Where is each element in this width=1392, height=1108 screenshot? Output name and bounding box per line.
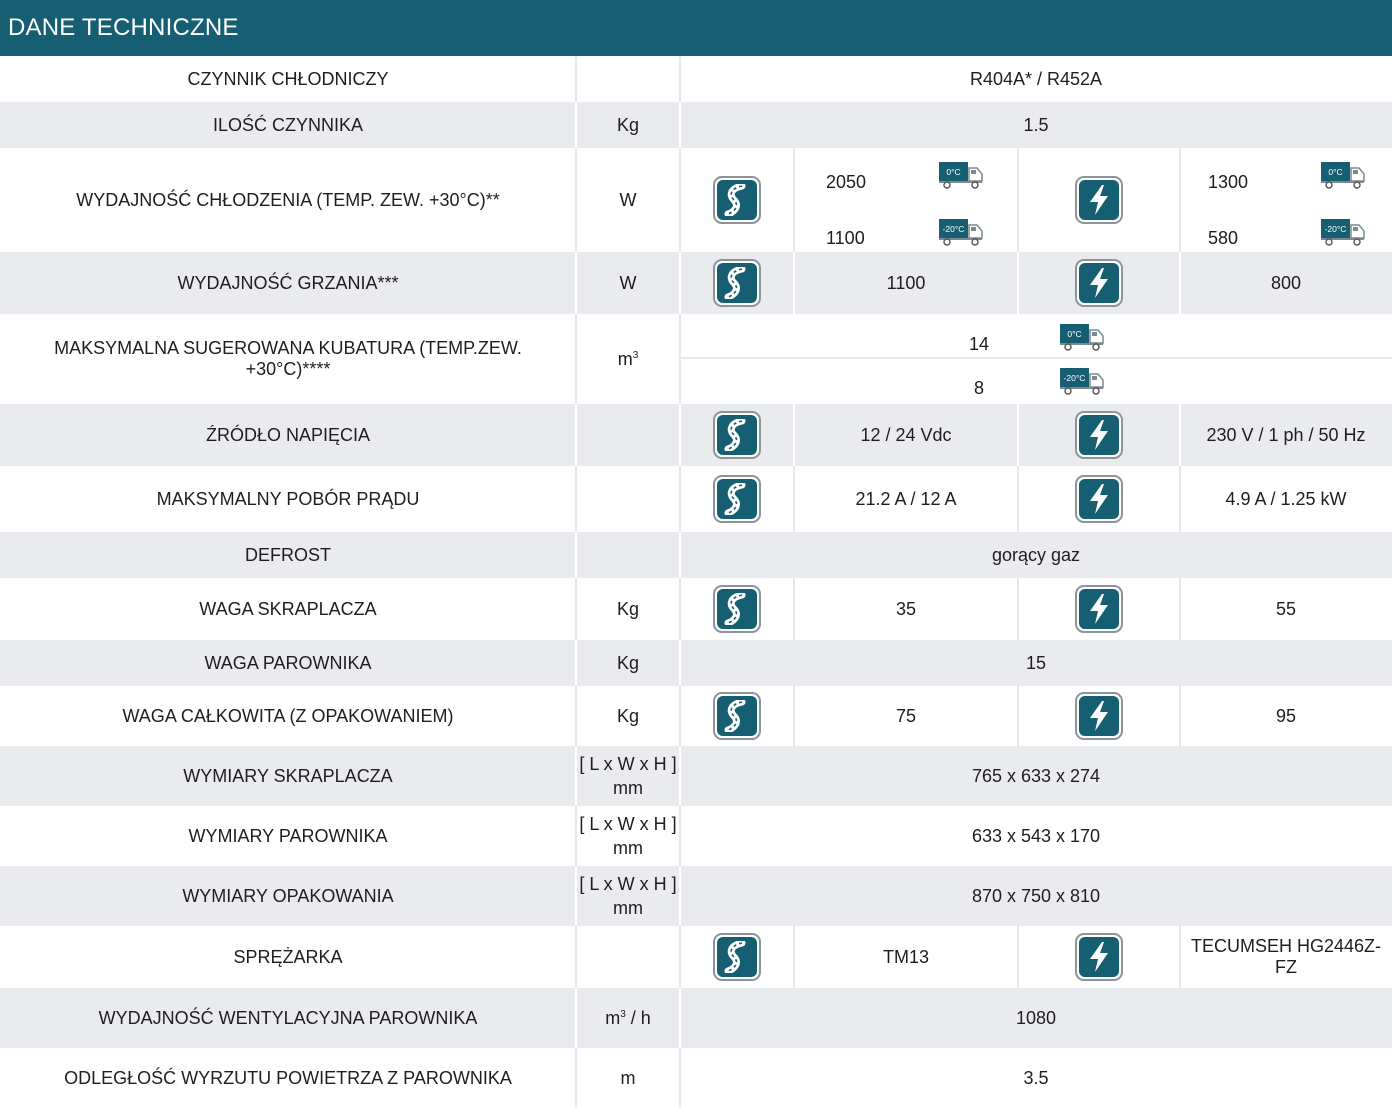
- row-label-text: WYMIARY PAROWNIKA: [188, 825, 388, 846]
- table-row: [0, 806, 1392, 866]
- table-row: [0, 532, 1392, 578]
- row-label: [0, 926, 576, 988]
- electric-value: [1180, 404, 1392, 466]
- electric-mode-icon: [1075, 585, 1123, 633]
- row-label-text: MAKSYMALNY POBÓR PRĄDU: [156, 488, 420, 509]
- row-unit: [576, 578, 680, 640]
- row-value-text: 1080: [1015, 1007, 1057, 1028]
- electric-value-text: 800: [1270, 272, 1302, 293]
- road-mode-icon: [713, 475, 761, 523]
- row-value-text: 870 x 750 x 810: [971, 885, 1101, 906]
- row-label-text: WYDAJNOŚĆ CHŁODZENIA (TEMP. ZEW. +30°C)**: [76, 189, 500, 210]
- electric-mode-icon: [1075, 176, 1123, 224]
- truck-icon: [1059, 323, 1105, 356]
- row-value-text: 1.5: [1023, 114, 1049, 135]
- row-unit: [576, 404, 680, 466]
- road-mode-icon: [713, 585, 761, 633]
- row-value: [680, 532, 1392, 578]
- unit-superscript: 3: [620, 1009, 626, 1020]
- electric-icon-cell: [1018, 252, 1180, 314]
- row-value: [680, 640, 1392, 686]
- row-label-text: WAGA SKRAPLACZA: [199, 598, 377, 619]
- row-unit: [576, 806, 680, 866]
- electric-value: [1180, 926, 1392, 988]
- unit-mm: mm: [613, 898, 643, 918]
- row-label: [0, 806, 576, 866]
- row-label-text: WYMIARY SKRAPLACZA: [183, 765, 393, 786]
- electric-value-text: 4.9 A / 1.25 kW: [1225, 488, 1347, 509]
- row-label-text: ODLEGŁOŚĆ WYRZUTU POWIETRZA Z PAROWNIKA: [64, 1067, 512, 1088]
- road-icon-cell: [680, 148, 794, 252]
- road-value: [794, 926, 1018, 988]
- row-value-text: 765 x 633 x 274: [971, 765, 1101, 786]
- electric-value-text: 230 V / 1 ph / 50 Hz: [1206, 424, 1366, 445]
- road-mode-icon: [713, 692, 761, 740]
- truck-temp-label: 0°C: [1067, 329, 1082, 339]
- row-label: [0, 102, 576, 148]
- electric-icon-cell: [1018, 404, 1180, 466]
- row-unit: [576, 466, 680, 532]
- row-unit: [576, 314, 680, 404]
- electric-value-text: TECUMSEH HG2446Z-FZ: [1190, 936, 1382, 977]
- volume-0c: 14: [969, 334, 990, 354]
- row-label: [0, 866, 576, 926]
- electric-icon-cell: [1018, 686, 1180, 746]
- row-value: [680, 102, 1392, 148]
- electric-value: [1180, 578, 1392, 640]
- unit-dimension-format: [ L x W x H ]: [579, 814, 677, 834]
- row-label-text: WAGA PAROWNIKA: [204, 652, 372, 673]
- road-icon-cell: [680, 578, 794, 640]
- unit-text: m: [617, 349, 633, 369]
- electric-value: [1180, 686, 1392, 746]
- road-icon-cell: [680, 252, 794, 314]
- row-value: [680, 746, 1392, 806]
- electric-icon-cell: [1018, 578, 1180, 640]
- electric-value: [1180, 466, 1392, 532]
- truck-icon: [1320, 218, 1366, 251]
- section-title: DANE TECHNICZNE: [8, 14, 239, 41]
- row-value: [680, 1048, 1392, 1108]
- row-value-text: gorący gaz: [991, 544, 1081, 565]
- unit-text: W: [619, 273, 637, 293]
- truck-temp-label: -20°C: [942, 224, 965, 234]
- unit-text: m: [605, 1008, 621, 1028]
- row-label-text: ILOŚĆ CZYNNIKA: [212, 114, 364, 135]
- row-value-text: 3.5: [1023, 1067, 1049, 1088]
- row-unit: [576, 102, 680, 148]
- row-label: [0, 988, 576, 1048]
- table-row: [0, 640, 1392, 686]
- row-label: [0, 252, 576, 314]
- row-label: [0, 578, 576, 640]
- road-cooling-0c: 2050: [826, 172, 867, 192]
- electric-mode-icon: [1075, 475, 1123, 523]
- table-row: [0, 746, 1392, 806]
- electric-mode-icon: [1075, 933, 1123, 981]
- road-value-text: 35: [895, 598, 917, 619]
- road-value: [794, 686, 1018, 746]
- table-row: [0, 404, 1392, 466]
- row-label-text: DEFROST: [244, 544, 331, 565]
- row-label: [0, 746, 576, 806]
- row-label: [0, 466, 576, 532]
- truck-icon: [1320, 161, 1366, 194]
- row-unit: [576, 1048, 680, 1108]
- road-mode-icon: [713, 176, 761, 224]
- row-unit: [576, 988, 680, 1048]
- truck-icon: [938, 161, 984, 194]
- table-row: [0, 56, 1392, 102]
- electric-value-text: 95: [1275, 705, 1297, 726]
- row-label: [0, 686, 576, 746]
- row-value-text: 15: [1025, 652, 1047, 673]
- table-row: [0, 314, 1392, 404]
- truck-icon: [938, 218, 984, 251]
- volume-minus20c: 8: [974, 378, 985, 398]
- table-row: [0, 1048, 1392, 1108]
- table-row: [0, 252, 1392, 314]
- row-label-text: WYDAJNOŚĆ WENTYLACYJNA PAROWNIKA: [98, 1007, 478, 1028]
- electric-icon-cell: [1018, 466, 1180, 532]
- road-value: [794, 404, 1018, 466]
- road-icon-cell: [680, 686, 794, 746]
- row-unit: [576, 926, 680, 988]
- row-label-text: ŹRÓDŁO NAPIĘCIA: [205, 424, 371, 445]
- truck-icon: [1059, 367, 1105, 400]
- electric-icon-cell: [1018, 148, 1180, 252]
- row-unit: [576, 746, 680, 806]
- unit-text: Kg: [616, 115, 640, 135]
- electric-mode-icon: [1075, 259, 1123, 307]
- row-value-text: R404A* / R452A: [969, 68, 1103, 89]
- row-unit: [576, 252, 680, 314]
- row-label-text: WYDAJNOŚĆ GRZANIA***: [177, 272, 399, 293]
- road-value-text: TM13: [882, 946, 929, 967]
- row-label: [0, 640, 576, 686]
- unit-mm: mm: [613, 838, 643, 858]
- electric-cooling-0c: 1300: [1208, 172, 1249, 192]
- road-icon-cell: [680, 404, 794, 466]
- electric-cooling-minus20c: 580: [1208, 228, 1239, 248]
- table-row: [0, 148, 1392, 252]
- row-value: [680, 988, 1392, 1048]
- unit-mm: mm: [613, 778, 643, 798]
- road-value: [794, 252, 1018, 314]
- electric-mode-icon: [1075, 411, 1123, 459]
- unit-dimension-format: [ L x W x H ]: [579, 754, 677, 774]
- road-value-text: 1100: [886, 272, 926, 293]
- road-icon-cell: [680, 466, 794, 532]
- electric-value: [1180, 252, 1392, 314]
- truck-temp-label: 0°C: [1328, 167, 1343, 177]
- table-row: [0, 988, 1392, 1048]
- electric-icon-cell: [1018, 926, 1180, 988]
- table-row: [0, 466, 1392, 532]
- row-label: [0, 148, 576, 252]
- row-label-text: WAGA CAŁKOWITA (Z OPAKOWANIEM): [122, 705, 454, 726]
- row-unit: [576, 56, 680, 102]
- row-value: [680, 806, 1392, 866]
- road-icon-cell: [680, 926, 794, 988]
- row-unit: [576, 866, 680, 926]
- row-value: [680, 866, 1392, 926]
- row-label-text: CZYNNIK CHŁODNICZY: [187, 68, 389, 89]
- unit-text: Kg: [616, 706, 640, 726]
- row-label: [0, 404, 576, 466]
- truck-temp-label: -20°C: [1324, 224, 1347, 234]
- row-label: [0, 56, 576, 102]
- row-unit: [576, 532, 680, 578]
- row-label: [0, 1048, 576, 1108]
- row-label-text: WYMIARY OPAKOWANIA: [182, 885, 394, 906]
- table-row: [0, 102, 1392, 148]
- row-value-text: 633 x 543 x 170: [971, 825, 1101, 846]
- truck-temp-label: -20°C: [1063, 373, 1086, 383]
- unit-dimension-format: [ L x W x H ]: [579, 874, 677, 894]
- road-value: [794, 466, 1018, 532]
- road-value-text: 12 / 24 Vdc: [860, 424, 952, 445]
- electric-value-text: 55: [1275, 598, 1297, 619]
- row-label: [0, 532, 576, 578]
- unit-suffix: / h: [630, 1008, 651, 1028]
- table-row: [0, 578, 1392, 640]
- row-unit: [576, 640, 680, 686]
- road-mode-icon: [713, 259, 761, 307]
- truck-temp-label: 0°C: [946, 167, 961, 177]
- road-value: [794, 578, 1018, 640]
- unit-text: Kg: [616, 599, 640, 619]
- row-label: [0, 314, 576, 404]
- unit-text: Kg: [616, 653, 640, 673]
- row-label-text: MAKSYMALNA SUGEROWANA KUBATURA (TEMP.ZEW. +30°C)****: [54, 338, 522, 379]
- row-unit: [576, 686, 680, 746]
- row-value: [680, 56, 1392, 102]
- table-row: [0, 926, 1392, 988]
- road-value-text: 21.2 A / 12 A: [855, 488, 957, 509]
- row-unit: [576, 148, 680, 252]
- unit-superscript: 3: [632, 350, 639, 361]
- table-row: [0, 686, 1392, 746]
- road-mode-icon: [713, 411, 761, 459]
- section-header: [0, 0, 1392, 56]
- unit-text: m: [620, 1068, 636, 1088]
- electric-mode-icon: [1075, 692, 1123, 740]
- row-label-text: SPRĘŻARKA: [233, 946, 343, 967]
- table-row: [0, 866, 1392, 926]
- road-value-text: 75: [895, 705, 917, 726]
- road-mode-icon: [713, 933, 761, 981]
- road-cooling-minus20c: 1100: [826, 228, 865, 248]
- unit-text: W: [619, 190, 637, 210]
